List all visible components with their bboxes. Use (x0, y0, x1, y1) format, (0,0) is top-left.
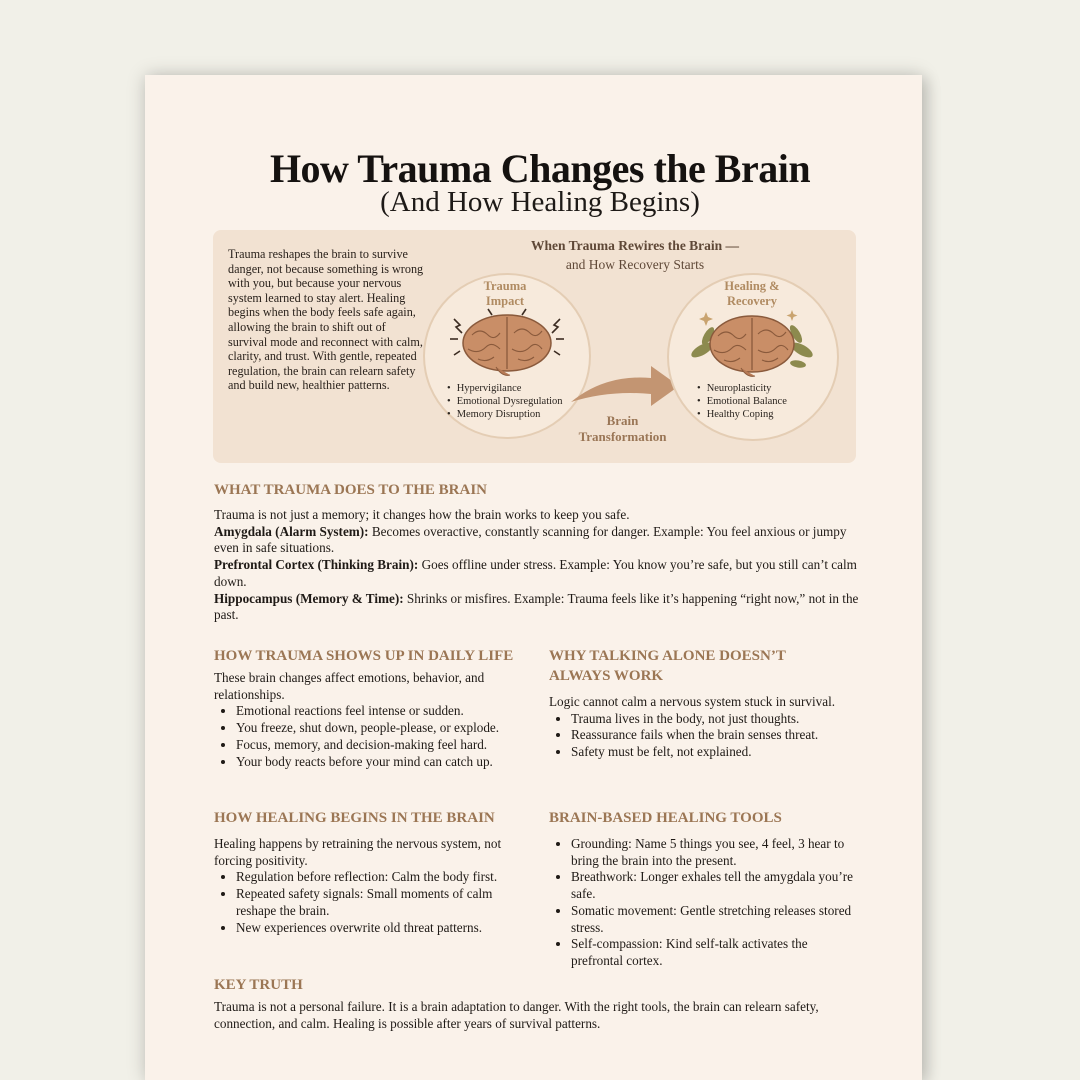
diagram-title: When Trauma Rewires the Brain — (530, 238, 740, 253)
list-item: • Healthy Coping (697, 408, 787, 421)
list-item: • Repeated safety signals: Small moments of calm reshape the brain. (236, 886, 524, 919)
hippocampus-item: Hippocampus (Memory & Time): Shrinks or misfires. Example: Trauma feels like it’s happening “right now,” not in the past. (214, 590, 859, 623)
list-item: • New experiences overwrite old threat patterns. (236, 920, 524, 937)
healing-recovery-title: Healing & Recovery (724, 279, 780, 308)
what-lead: Trauma is not just a memory; it changes how the brain works to keep you safe. (214, 507, 630, 522)
section-heading-talking-alone: WHY TALKING ALONE DOESN’T ALWAYS WORK (549, 648, 786, 684)
list-item: • Emotional Dysregulation (447, 395, 563, 408)
brain-transformation-label: Brain Transformation (578, 413, 667, 444)
list-item: • Reassurance fails when the brain senses threat. (571, 727, 859, 744)
amygdala-item: Amygdala (Alarm System): Becomes overactive, constantly scanning for danger. Example: You feel anxious or jumpy even in safe situations. (214, 523, 847, 556)
list-item: • Grounding: Name 5 things you see, 4 feel, 3 hear to bring the brain into the present. (571, 836, 861, 869)
list-item: • Memory Disruption (447, 408, 563, 421)
list-item: • You freeze, shut down, people-please, or explode. (236, 720, 524, 737)
healing-recovery-list (697, 382, 787, 422)
healing-begins-body (214, 836, 524, 936)
daily-list (214, 703, 524, 770)
list-item: • Emotional reactions feel intense or sudden. (236, 703, 524, 720)
prefrontal-item: Prefrontal Cortex (Thinking Brain): Goes offline under stress. Example: You know you’re safe, but you still can’t calm down. (214, 557, 857, 589)
daily-life-body (214, 670, 524, 770)
key-truth-body: Trauma is not a personal failure. It is a brain adaptation to danger. With the right tools, the brain can relearn safety, connection, and calm. Healing is possible after years of survival patterns. (214, 999, 819, 1031)
page-title: How Trauma Changes the Brain (269, 146, 811, 191)
talking-list (549, 711, 859, 761)
healing-tools-body (549, 836, 861, 970)
list-item: • Neuroplasticity (697, 382, 787, 395)
section-heading-what-trauma-does: WHAT TRAUMA DOES TO THE BRAIN (214, 482, 487, 498)
page-subtitle: (And How Healing Begins) (380, 186, 700, 218)
tools-list (549, 836, 861, 970)
healing-lead: Healing happens by retraining the nervous system, not forcing positivity. (214, 836, 502, 868)
list-item: • Emotional Balance (697, 395, 787, 408)
trauma-impact-title: Trauma Impact (483, 279, 527, 308)
healing-brain-icon (688, 306, 816, 378)
section-heading-daily-life: HOW TRAUMA SHOWS UP IN DAILY LIFE (214, 648, 514, 664)
list-item: • Trauma lives in the body, not just thoughts. (571, 711, 859, 728)
section-heading-healing-tools: BRAIN-BASED HEALING TOOLS (549, 810, 782, 826)
list-item: • Breathwork: Longer exhales tell the amygdala you’re safe. (571, 869, 861, 902)
talking-lead: Logic cannot calm a nervous system stuck in survival. (549, 694, 836, 709)
diagram-subtitle: and How Recovery Starts (565, 257, 705, 272)
what-trauma-does-body (214, 507, 864, 624)
list-item: • Safety must be felt, not explained. (571, 744, 859, 761)
list-item: • Focus, memory, and decision-making feel hard. (236, 737, 524, 754)
list-item: • Hypervigilance (447, 382, 563, 395)
list-item: • Regulation before reflection: Calm the body first. (236, 869, 524, 886)
list-item: • Somatic movement: Gentle stretching releases stored stress. (571, 903, 861, 936)
intro-paragraph: Trauma reshapes the brain to survive danger, not because something is wrong with you, but because your nervous system learned to stay alert. Healing begins when the body feels safe again, allowing the brain to shift out of survival mode and reconnect with calm, clarity, and trust. With gentle, repeated regulation, the brain can relearn safety and build new, healthier patterns. (228, 247, 424, 393)
transformation-arrow-icon (565, 364, 685, 414)
trauma-impact-list (447, 382, 563, 422)
list-item: • Your body reacts before your mind can catch up. (236, 754, 524, 771)
list-item: • Self-compassion: Kind self-talk activates the prefrontal cortex. (571, 936, 861, 969)
talking-alone-body (549, 694, 859, 761)
stressed-brain-icon (448, 305, 566, 377)
section-heading-key-truth: KEY TRUTH (214, 977, 303, 993)
daily-lead: These brain changes affect emotions, behavior, and relationships. (214, 670, 485, 702)
section-heading-healing-begins: HOW HEALING BEGINS IN THE BRAIN (214, 810, 495, 826)
healing-list (214, 869, 524, 936)
